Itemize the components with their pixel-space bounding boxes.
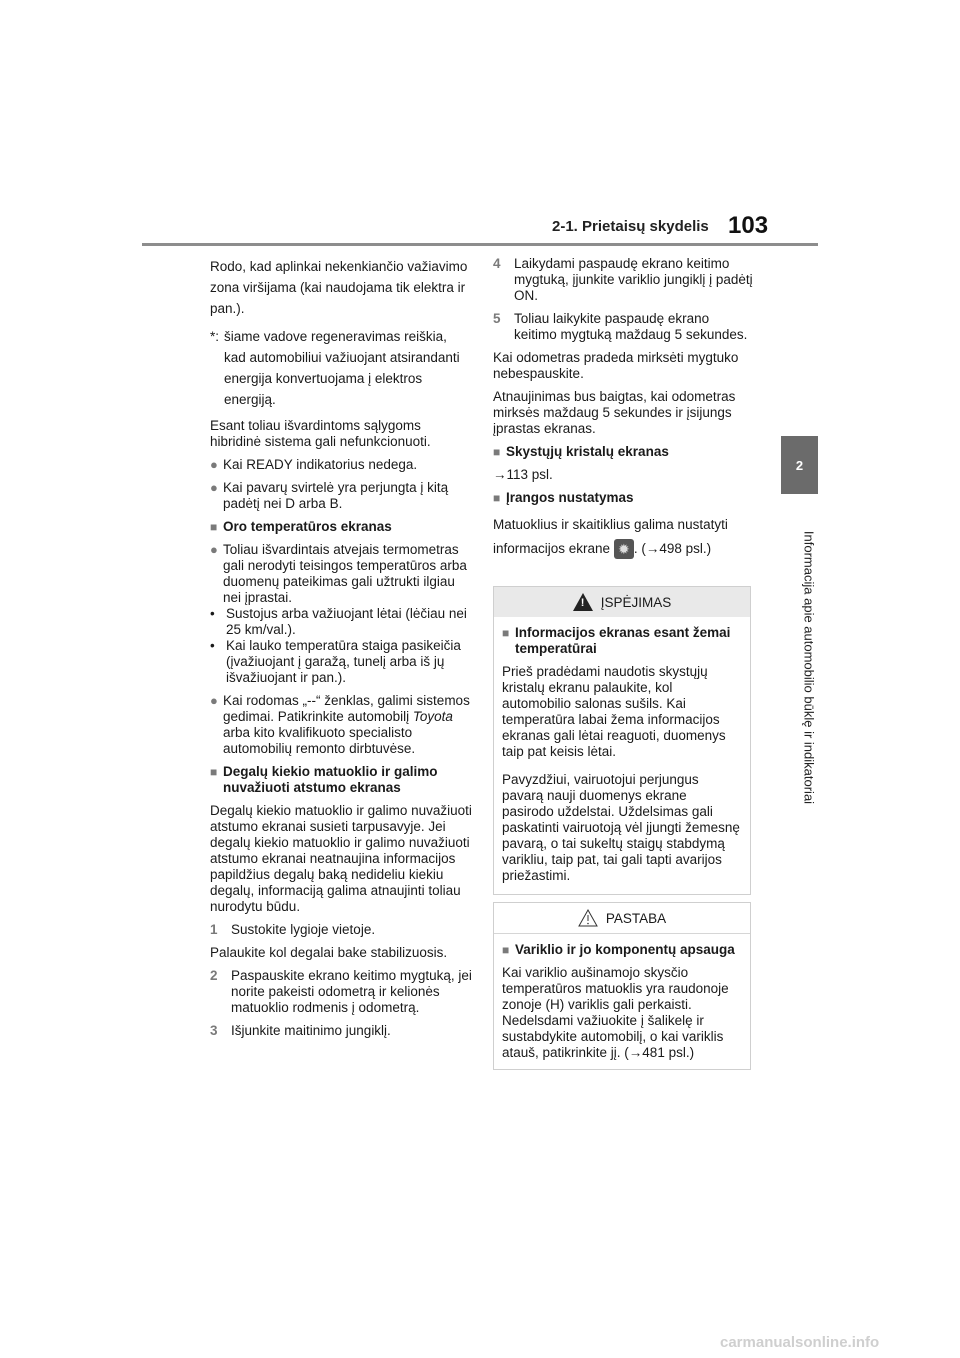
paragraph: Kai odometras pradeda mirksėti mygtuko nebespauskite. bbox=[493, 350, 739, 381]
warning-box bbox=[493, 586, 751, 895]
step-text: Sustokite lygioje vietoje. bbox=[231, 922, 376, 937]
subheading bbox=[502, 942, 742, 958]
square-bullet-icon: ■ bbox=[493, 491, 501, 505]
note-title: PASTABA bbox=[605, 910, 667, 926]
dash-text: Kai lauko temperatūra staiga pasikeičia (įvažiuojant į garažą, tunelį arba iš jų išvažiuojant ir pan.). bbox=[226, 638, 461, 685]
step-item bbox=[493, 256, 755, 304]
subheading-text: Degalų kiekio matuoklio ir galimo nuvažiuoti atstumo ekranas bbox=[223, 764, 438, 795]
footnote-mark: *: bbox=[210, 329, 220, 344]
right-column bbox=[493, 256, 755, 568]
left-column bbox=[210, 256, 472, 1046]
step-item bbox=[493, 311, 755, 343]
square-bullet-icon: ■ bbox=[502, 943, 510, 957]
paragraph: Prieš pradėdami naudotis skystųjų kristalų ekranu palaukite, kol automobilio salonas sušils. Kai temperatūra labai žema informacijos ekranas gali lėtai reaguoti, duomenys taip pat keisis lėtai. bbox=[502, 664, 726, 759]
subheading-text: Įrangos nustatymas bbox=[506, 490, 634, 505]
bullet-text: Kai pavarų svirtelė yra perjungta į kitą padėtį nei D arba B. bbox=[223, 480, 449, 511]
step-item bbox=[210, 922, 472, 938]
header-divider bbox=[142, 243, 818, 246]
bullet-item bbox=[210, 693, 472, 757]
paragraph: Degalų kiekio matuoklio ir galimo nuvažiuoti atstumo ekranai susieti tarpusavyje. Jei degalų kiekio matuoklio ir galimo nuvažiuoti atstumo ekranai neatnaujina informacijos papildžius degalų baką nedideliu kiekiu degalų, informaciją galima atnaujinti toliau nurodytu būdu. bbox=[210, 803, 472, 914]
bullet-dot-icon: ● bbox=[210, 457, 218, 472]
warning-box-header bbox=[494, 587, 750, 617]
footnote bbox=[210, 326, 472, 410]
dash-item bbox=[210, 606, 472, 638]
subheading-text: Skystųjų kristalų ekranas bbox=[506, 444, 669, 459]
chapter-side-text: Informacija apie automobilio būklę ir indikatoriai bbox=[801, 530, 817, 805]
paragraph: Matuoklius ir skaitiklius galima nustatyti informacijos ekrane ✹ . (→498 psl.) bbox=[493, 517, 728, 558]
bullet-dot-icon: ● bbox=[210, 480, 218, 495]
dash-mark: • bbox=[210, 606, 215, 621]
subheading bbox=[493, 490, 755, 506]
subheading bbox=[493, 444, 755, 460]
warning-title: ĮSPĖJIMAS bbox=[600, 594, 672, 610]
bullet-item bbox=[210, 480, 472, 512]
square-bullet-icon: ■ bbox=[493, 445, 501, 459]
chapter-tab: 2 bbox=[781, 436, 818, 494]
step-item bbox=[210, 1023, 472, 1039]
step-text: Laikydami paspaudę ekrano keitimo mygtuką, įjunkite variklio jungiklį į padėtį ON. bbox=[514, 256, 753, 303]
brand-name: Toyota bbox=[412, 709, 453, 724]
square-bullet-icon: ■ bbox=[210, 765, 218, 779]
bullet-item bbox=[210, 457, 472, 473]
subheading bbox=[210, 519, 472, 535]
paragraph: Esant toliau išvardintoms sąlygoms hibridinė sistema gali nefunkcionuoti. bbox=[210, 418, 431, 449]
page-reference: →113 psl. bbox=[493, 467, 553, 482]
square-bullet-icon: ■ bbox=[502, 626, 510, 640]
page-header bbox=[0, 0, 960, 260]
section-title: 2-1. Prietaisų skydelis bbox=[552, 218, 709, 235]
subheading-text: Informacijos ekranas esant žemai temperatūrai bbox=[515, 625, 731, 656]
step-number: 2 bbox=[210, 968, 218, 983]
subheading bbox=[210, 764, 472, 796]
bullet-text: Kai rodomas „--“ ženklas, galimi sistemos gedimai. Patikrinkite automobilį Toyota arba kito kvalifikuoto specialisto automobilių remonto dirbtuvėse. bbox=[223, 693, 470, 756]
step-item bbox=[210, 968, 472, 1016]
bullet-text: Toliau išvardintais atvejais termometras gali nerodyti teisingos temperatūros arba duomenų pateikimas gali užtrukti ilgiau nei įprastai. bbox=[223, 542, 467, 605]
step-number: 3 bbox=[210, 1023, 218, 1038]
step-number: 5 bbox=[493, 311, 501, 326]
dash-mark: • bbox=[210, 638, 215, 653]
square-bullet-icon: ■ bbox=[210, 520, 218, 534]
paragraph: Pavyzdžiui, vairuotojui perjungus pavarą nauji duomenys ekrane pasirodo uždelstai. Uždelsimas gali paskatinti vairuotoją vėl įjungti žemesnę pavarą, o tai sukeltų staigų stabdymą varikliu, taip pat, tai gali tapti avarijos priežastimi. bbox=[502, 772, 740, 883]
note-box bbox=[493, 902, 751, 1070]
bullet-item bbox=[210, 542, 472, 606]
step-text: Paspauskite ekrano keitimo mygtuką, jei norite pakeisti odometrą ir kelionės matuoklio rodmenis į odometrą. bbox=[231, 968, 472, 1015]
note-box-header bbox=[494, 903, 750, 934]
paragraph: Atnaujinimas bus baigtas, kai odometras mirksės maždaug 5 sekundes ir įsijungs įprastas ekranas. bbox=[493, 389, 736, 436]
intro-text: Rodo, kad aplinkai nekenkiančio važiavimo zona viršijama (kai naudojama tik elektra ir pan.). bbox=[210, 259, 468, 316]
dash-text: Sustojus arba važiuojant lėtai (lėčiau nei 25 km/val.). bbox=[226, 606, 467, 637]
dash-item bbox=[210, 638, 472, 686]
chapter-side-label bbox=[799, 500, 815, 835]
step-text: Toliau laikykite paspaudę ekrano keitimo mygtuką maždaug 5 sekundes. bbox=[514, 311, 748, 342]
step-number: 1 bbox=[210, 922, 218, 937]
footnote-text: šiame vadove regeneravimas reiškia, kad automobiliui važiuojant atsirandanti energija konvertuojama į elektros energiją. bbox=[224, 329, 460, 407]
step-number: 4 bbox=[493, 256, 501, 271]
subheading-text: Variklio ir jo komponentų apsauga bbox=[515, 942, 735, 957]
warning-triangle-icon bbox=[573, 593, 593, 611]
note-box-body bbox=[494, 934, 750, 1069]
step-text: Išjunkite maitinimo jungiklį. bbox=[231, 1023, 391, 1038]
warning-box-body bbox=[494, 617, 750, 894]
subheading-text: Oro temperatūros ekranas bbox=[223, 519, 392, 534]
bullet-dot-icon: ● bbox=[210, 693, 218, 708]
paragraph: Kai variklio aušinamojo skysčio temperatūros matuoklis yra raudonoje zonoje (H) variklis gali perkaisti. Nedelsdami važiuokite į šalikelę ir sustabdykite automobilį, o kai variklis atauš, patikrinkite jį. (→481 psl.) bbox=[502, 965, 729, 1060]
page-number: 103 bbox=[728, 212, 769, 239]
settings-gear-icon: ✹ bbox=[614, 539, 634, 559]
subheading bbox=[502, 625, 742, 657]
paragraph: Palaukite kol degalai bake stabilizuosis. bbox=[210, 945, 448, 960]
bullet-text: Kai READY indikatorius nedega. bbox=[223, 457, 418, 472]
bullet-dot-icon: ● bbox=[210, 542, 218, 557]
caution-triangle-icon bbox=[578, 909, 598, 927]
watermark: carmanualsonline.info bbox=[720, 1334, 880, 1351]
